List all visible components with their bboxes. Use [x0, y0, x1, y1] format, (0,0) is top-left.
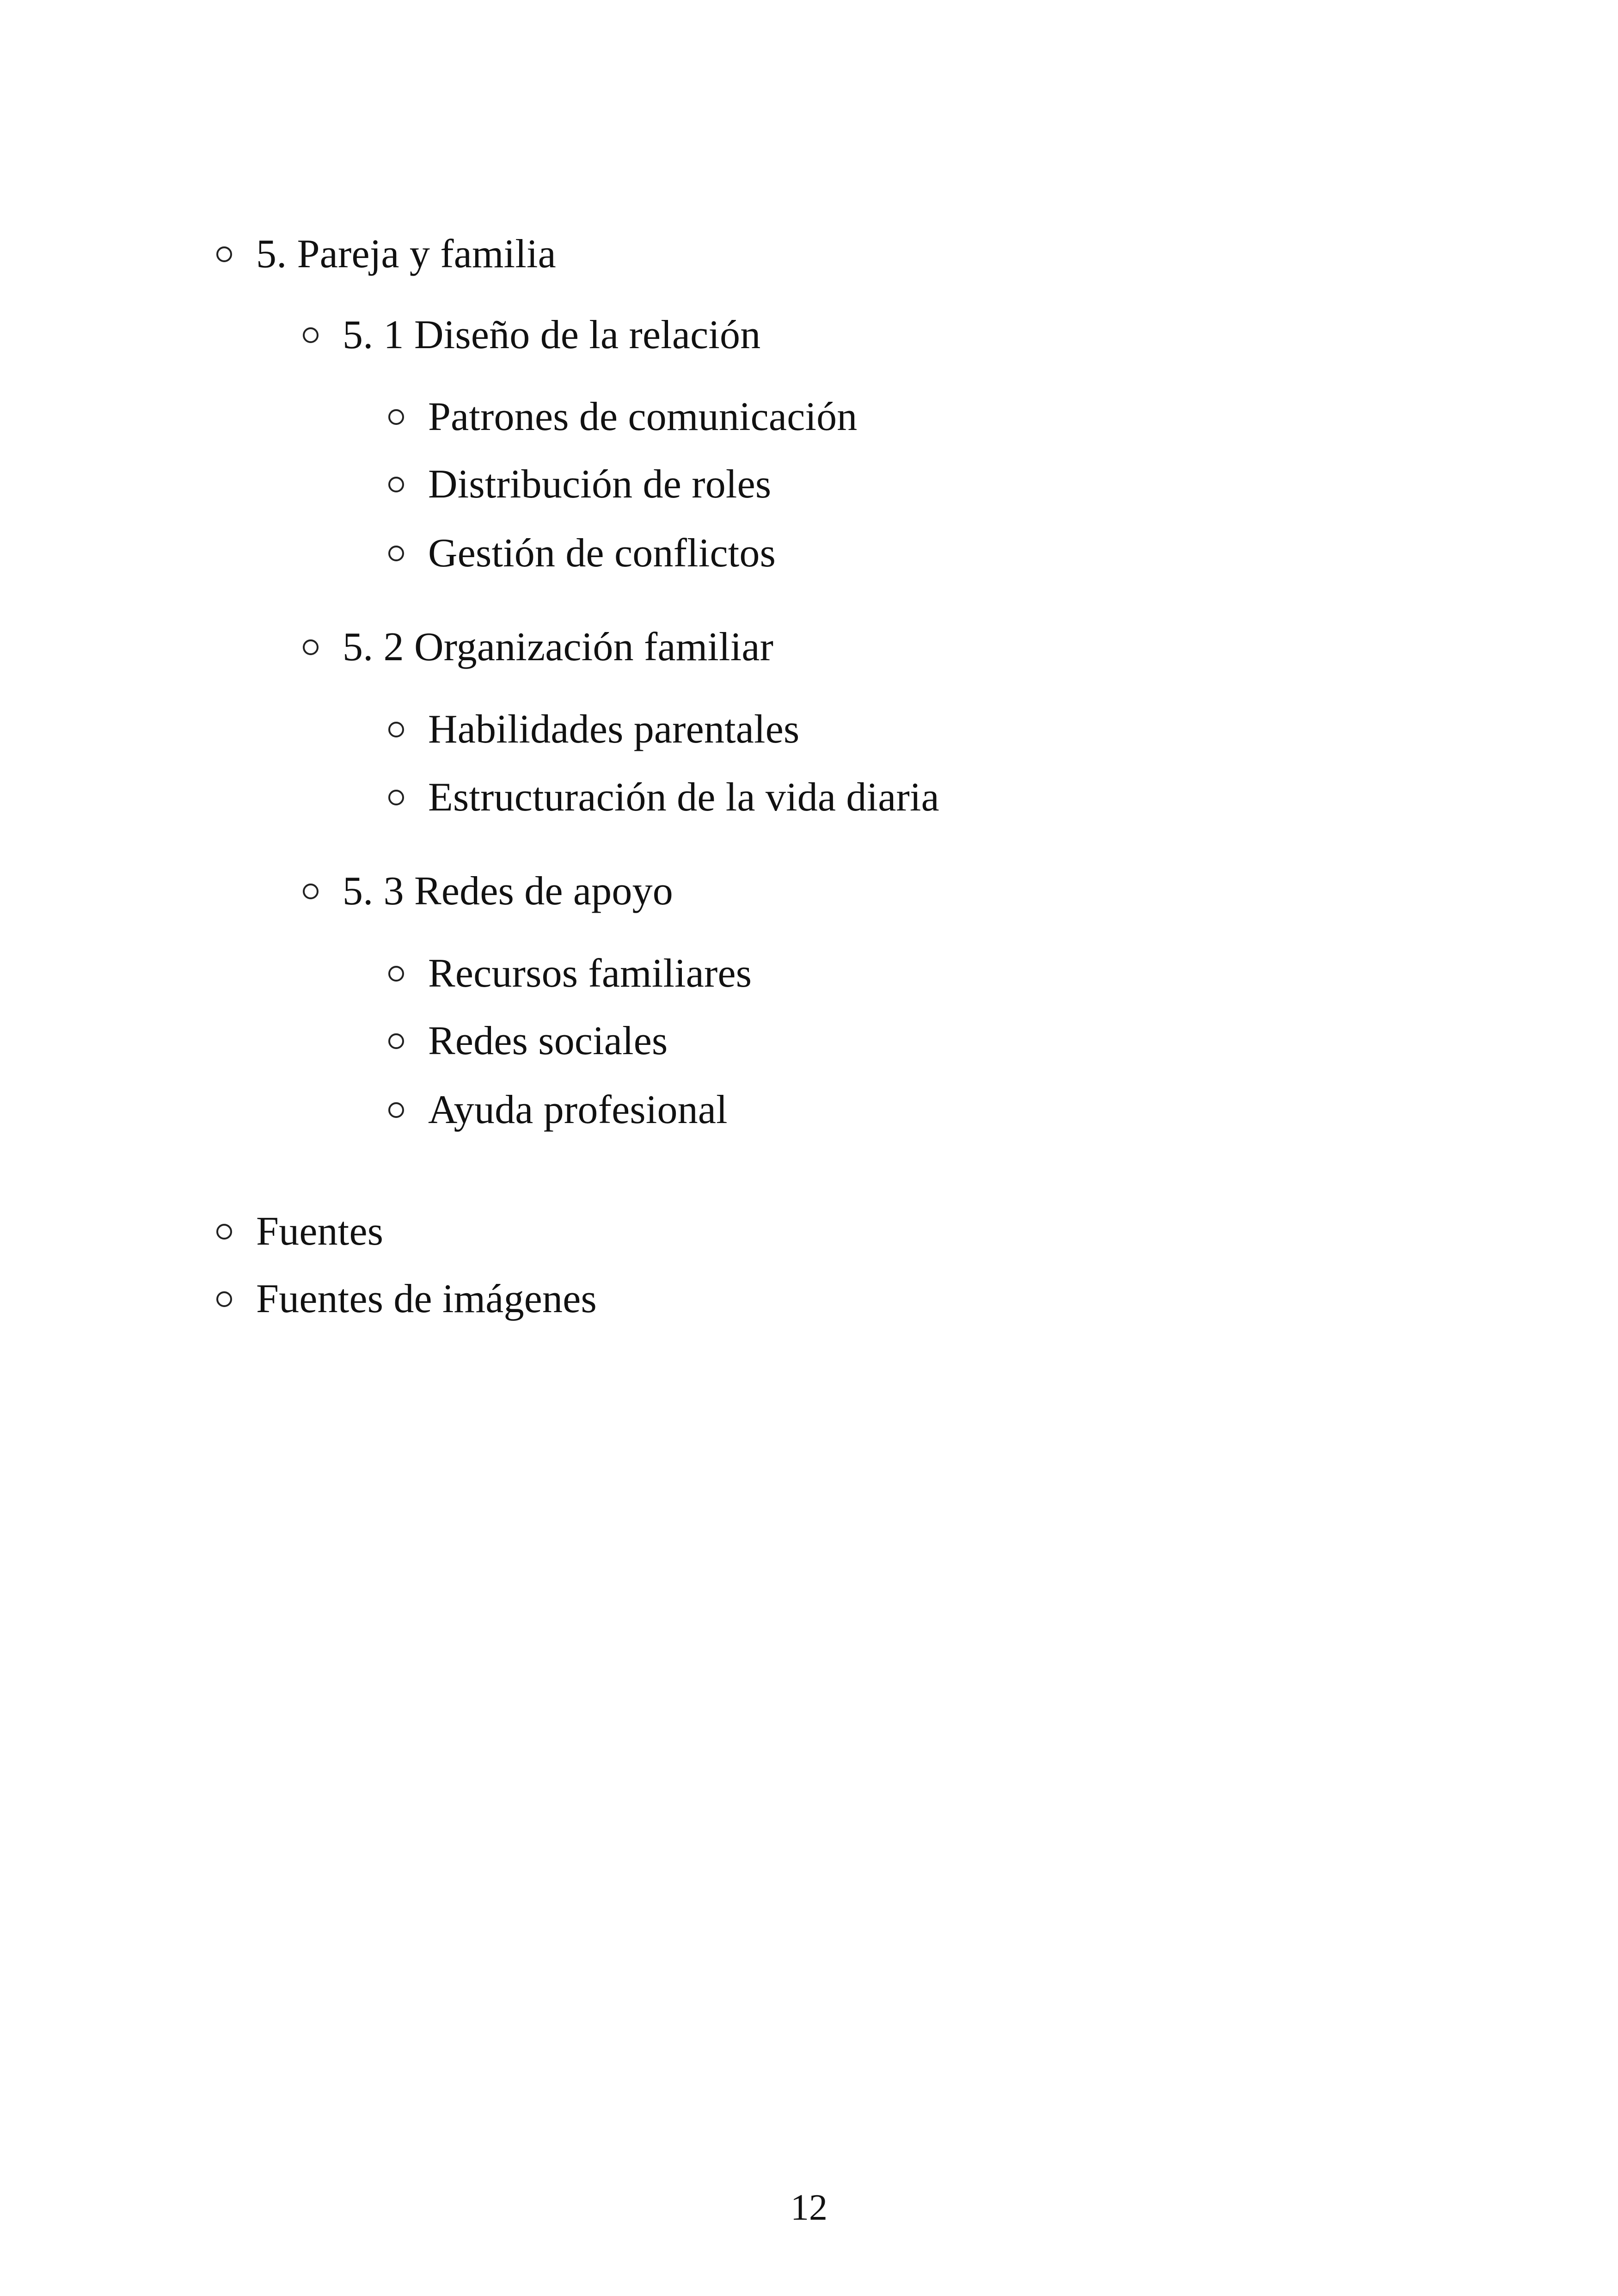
outline-item-label: Fuentes: [256, 1209, 384, 1254]
circle-bullet-icon: [388, 790, 404, 805]
circle-bullet-icon: [303, 884, 319, 899]
outline-item-label: Gestión de conflictos: [428, 531, 776, 576]
outline-item-label: Recursos familiares: [428, 951, 752, 996]
outline-item-patrones-comunicacion: [388, 389, 858, 445]
outline-item-label: 5. 1 Diseño de la relación: [343, 313, 761, 357]
outline-item-label: Fuentes de imágenes: [256, 1277, 597, 1321]
outline-item-gestion-conflictos: [388, 526, 776, 581]
circle-bullet-icon: [388, 546, 404, 561]
outline-item-habilidades-parentales: [388, 702, 799, 757]
outline-item-label: Redes sociales: [428, 1019, 668, 1063]
circle-bullet-icon: [303, 639, 319, 655]
outline-item-redes-apoyo: [303, 864, 673, 919]
circle-bullet-icon: [388, 409, 404, 425]
outline-item-fuentes: [216, 1204, 383, 1259]
outline-item-label: 5. Pareja y familia: [256, 232, 556, 276]
circle-bullet-icon: [216, 246, 232, 262]
outline-item-ayuda-profesional: [388, 1082, 728, 1138]
circle-bullet-icon: [388, 966, 404, 982]
outline-item-label: 5. 2 Organización familiar: [343, 625, 774, 669]
circle-bullet-icon: [388, 1102, 404, 1118]
circle-bullet-icon: [216, 1224, 232, 1240]
outline-item-organizacion-familiar: [303, 620, 773, 675]
circle-bullet-icon: [388, 1033, 404, 1049]
outline-item-redes-sociales: [388, 1013, 668, 1069]
outline-item-label: Habilidades parentales: [428, 707, 800, 752]
outline-item-recursos-familiares: [388, 946, 752, 1001]
outline-item-label: Ayuda profesional: [428, 1087, 728, 1132]
outline-item-label: 5. 3 Redes de apoyo: [343, 869, 673, 914]
circle-bullet-icon: [388, 477, 404, 492]
circle-bullet-icon: [388, 722, 404, 737]
circle-bullet-icon: [216, 1291, 232, 1307]
circle-bullet-icon: [303, 327, 319, 343]
outline-item-distribucion-roles: [388, 457, 771, 512]
outline-item-label: Patrones de comunicación: [428, 394, 858, 439]
outline-item-fuentes-imagenes: [216, 1271, 597, 1327]
outline-item-estructuracion-vida-diaria: [388, 770, 939, 825]
outline-item-pareja-y-familia: [216, 227, 556, 282]
outline-item-label: Distribución de roles: [428, 462, 772, 507]
outline-item-diseno-relacion: [303, 307, 760, 363]
outline-item-label: Estructuración de la vida diaria: [428, 775, 939, 820]
page-number: 12: [791, 2187, 827, 2228]
